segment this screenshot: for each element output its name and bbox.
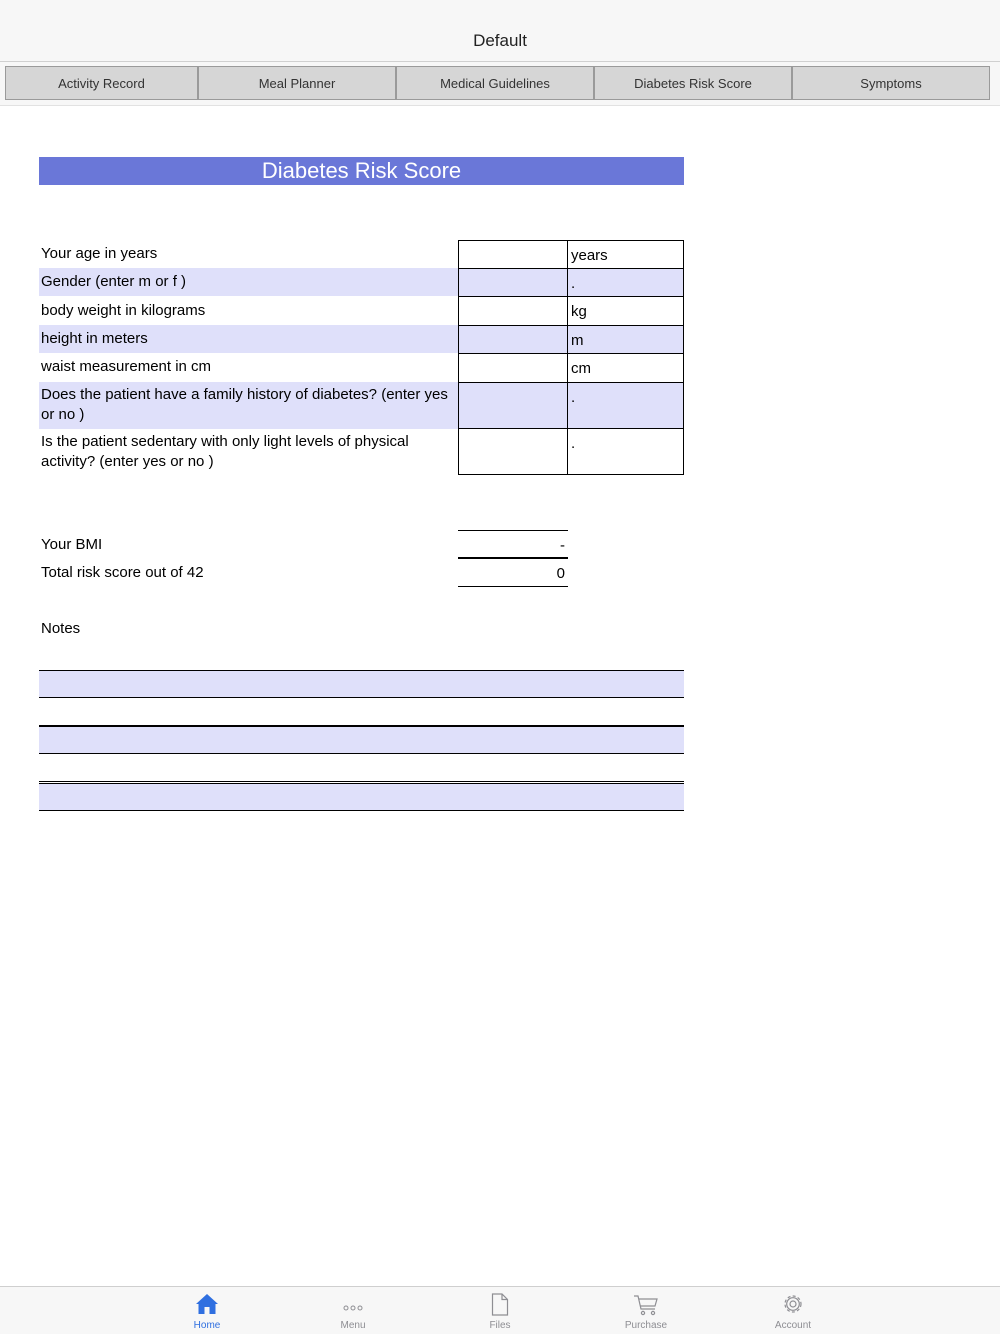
form-title-banner: Diabetes Risk Score (39, 157, 684, 185)
height-label: height in meters (41, 330, 148, 347)
gender-label: Gender (enter m or f ) (41, 273, 187, 290)
navigation-bar (0, 0, 1000, 62)
tab-purchase-label: Purchase (624, 1320, 668, 1331)
sheet-tab-bar (0, 62, 1000, 106)
tab-home[interactable] (162, 1287, 252, 1334)
home-icon (195, 1292, 219, 1316)
tab-purchase[interactable] (601, 1287, 691, 1334)
notes-line[interactable] (39, 726, 684, 754)
tab-menu[interactable] (308, 1287, 398, 1334)
age-input[interactable] (458, 240, 568, 269)
notes-line[interactable] (39, 698, 684, 726)
file-icon (488, 1292, 512, 1316)
bottom-tab-bar (0, 1286, 1000, 1334)
tab-account-label: Account (774, 1320, 812, 1331)
tab-account[interactable] (748, 1287, 838, 1334)
risk-score-value: 0 (458, 558, 568, 587)
family-history-input[interactable] (458, 382, 568, 429)
bmi-value: - (458, 530, 568, 558)
waist-label: waist measurement in cm (41, 358, 212, 375)
ellipsis-icon (341, 1292, 365, 1316)
tab-activity-record[interactable]: Activity Record (5, 66, 198, 100)
family-history-unit: . (567, 382, 684, 429)
notes-line[interactable] (39, 670, 684, 698)
tab-symptoms[interactable]: Symptoms (792, 66, 990, 100)
waist-input[interactable] (458, 353, 568, 383)
sedentary-input[interactable] (458, 428, 568, 475)
notes-line[interactable] (39, 754, 684, 782)
cart-icon (634, 1292, 658, 1316)
sedentary-unit: . (567, 428, 684, 475)
height-unit: m (567, 325, 684, 354)
height-input[interactable] (458, 325, 568, 354)
age-label: Your age in years (41, 245, 158, 262)
tab-meal-planner[interactable]: Meal Planner (198, 66, 396, 100)
document-title: Default (473, 31, 527, 50)
gender-input[interactable] (458, 268, 568, 297)
notes-label: Notes (41, 620, 81, 637)
weight-label: body weight in kilograms (41, 302, 206, 319)
family-history-label: Does the patient have a family history of diabetes? (enter yes or no ) (41, 386, 448, 423)
tab-diabetes-risk-score[interactable]: Diabetes Risk Score (594, 66, 792, 100)
tab-medical-guidelines[interactable]: Medical Guidelines (396, 66, 594, 100)
tab-files-label: Files (489, 1320, 511, 1331)
weight-unit: kg (567, 296, 684, 326)
gear-icon (781, 1292, 805, 1316)
sedentary-label: Is the patient sedentary with only light levels of physical activity? (enter yes or no ) (41, 433, 409, 470)
risk-score-label: Total risk score out of 42 (41, 564, 204, 581)
tab-home-label: Home (193, 1320, 221, 1331)
notes-line[interactable] (39, 783, 684, 811)
waist-unit: cm (567, 353, 684, 383)
age-unit: years (567, 240, 684, 269)
tab-files[interactable] (455, 1287, 545, 1334)
bmi-label: Your BMI (41, 536, 103, 553)
weight-input[interactable] (458, 296, 568, 326)
gender-unit: . (567, 268, 684, 297)
tab-menu-label: Menu (340, 1320, 366, 1331)
